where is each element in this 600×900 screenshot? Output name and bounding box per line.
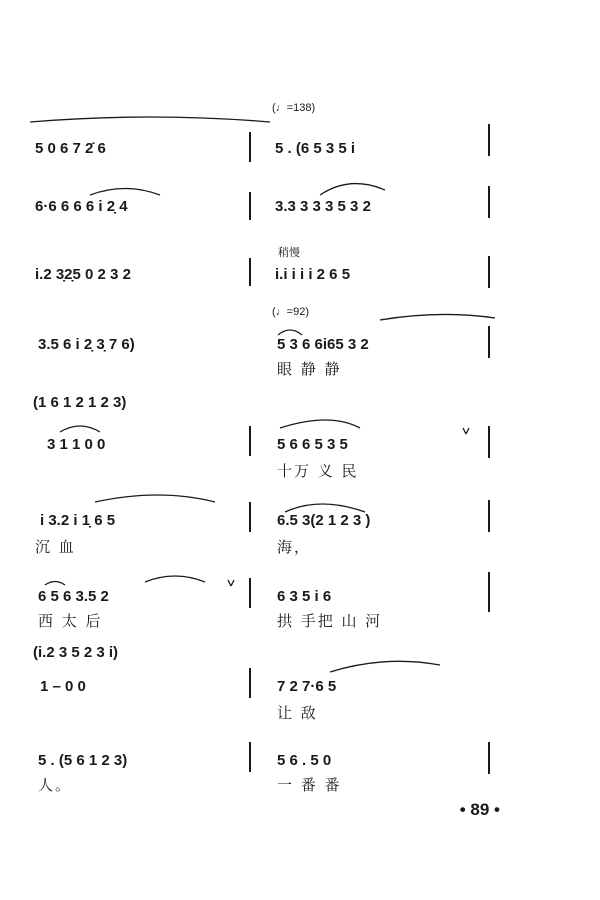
right-row-1: 5 . (6 5 3 5 i xyxy=(275,140,356,157)
barline xyxy=(249,668,251,698)
right-row-2: 3.3 3 3 3 5 3 2 xyxy=(275,198,371,215)
expression-mark: 稍慢 xyxy=(278,246,300,259)
barline xyxy=(488,186,490,218)
barline xyxy=(488,326,490,358)
barline xyxy=(488,500,490,532)
left-row-8a: (i.2 3 5 2 3 i) xyxy=(33,644,119,661)
left-row-5b: 3 1 1 0 0 xyxy=(47,436,106,453)
left-row-9: 5 . (5 6 1 2 3) xyxy=(38,752,128,769)
right-lyric-7: 拱 手把 山 河 xyxy=(277,612,383,630)
accent-v3 xyxy=(228,580,231,586)
barline xyxy=(488,124,490,156)
right-row-6: 6.5 3(2 1 2 3 ) xyxy=(277,512,371,529)
barline xyxy=(249,578,251,608)
right-row-4: 5 3 6 6i65 3 2 xyxy=(277,336,369,353)
barline xyxy=(488,572,490,612)
barline xyxy=(249,502,251,532)
left-row-5a: (1 6 1 2 1 2 3) xyxy=(33,394,127,411)
right-lyric-5: 十万 义 民 xyxy=(277,462,359,480)
barline xyxy=(249,426,251,456)
barline xyxy=(249,132,251,162)
barline xyxy=(488,742,490,774)
right-lyric-9: 一 番 番 xyxy=(277,776,342,794)
left-lyric-6: 沉 血 xyxy=(35,538,76,556)
barline xyxy=(488,256,490,288)
barline xyxy=(249,742,251,772)
left-row-3: i.2 3̣2̣5 0 2 3 2 xyxy=(35,266,131,283)
slur-r6-right xyxy=(285,504,365,512)
slur-r2-left xyxy=(90,189,160,196)
slur-r7-mid xyxy=(145,576,205,582)
right-row-5: 5 6 6 5 3 5 xyxy=(277,436,348,453)
left-lyric-7: 西 太 后 xyxy=(38,612,103,630)
page-number: • 89 • xyxy=(459,800,500,819)
slur-r2-right xyxy=(320,184,385,195)
slur-r8-right xyxy=(330,661,440,672)
left-row-4: 3.5 6 i 2̣ 3̣ 7 6) xyxy=(38,336,135,353)
tempo-mark-92: (♩=92) xyxy=(272,306,309,318)
left-row-6: i 3.2 i 1̣ 6 5 xyxy=(40,512,116,529)
right-lyric-6: 海， xyxy=(277,538,312,556)
left-row-2: 6·6 6 6 6 i 2̣ 4 xyxy=(35,198,128,215)
left-row-7: 6 5 6 3.5 2 xyxy=(38,588,109,605)
right-row-8: 7 2 7·6 5 xyxy=(277,678,337,695)
slur-r5-right xyxy=(280,420,360,428)
slur-r6-left xyxy=(95,495,215,502)
slur-r4-right xyxy=(278,330,302,335)
slur-r5-left xyxy=(60,426,100,432)
right-lyric-8: 让 敌 xyxy=(277,704,318,722)
barline xyxy=(249,192,251,220)
accent-v4 xyxy=(231,580,234,586)
right-row-3: i.i i i i 2 6 5 xyxy=(275,266,351,283)
right-lyric-4: 眼 静 静 xyxy=(277,360,342,378)
accent-v2 xyxy=(466,428,469,434)
right-row-7: 6 3 5 i 6 xyxy=(277,588,332,605)
barline xyxy=(249,258,251,286)
accent-v1 xyxy=(463,428,466,434)
left-row-8b: 1 – 0 0 xyxy=(40,678,86,695)
tie-line-top xyxy=(30,117,270,122)
slur-r4-long xyxy=(380,314,495,320)
left-row-1: 5 0 6 7 2̇ 6 xyxy=(35,140,106,157)
left-lyric-9: 人。 xyxy=(38,776,73,794)
slur-r7-left xyxy=(45,582,65,586)
right-row-9: 5 6 . 5 0 xyxy=(277,752,332,769)
tempo-mark-138: (♩=138) xyxy=(272,102,316,114)
barline xyxy=(488,426,490,458)
